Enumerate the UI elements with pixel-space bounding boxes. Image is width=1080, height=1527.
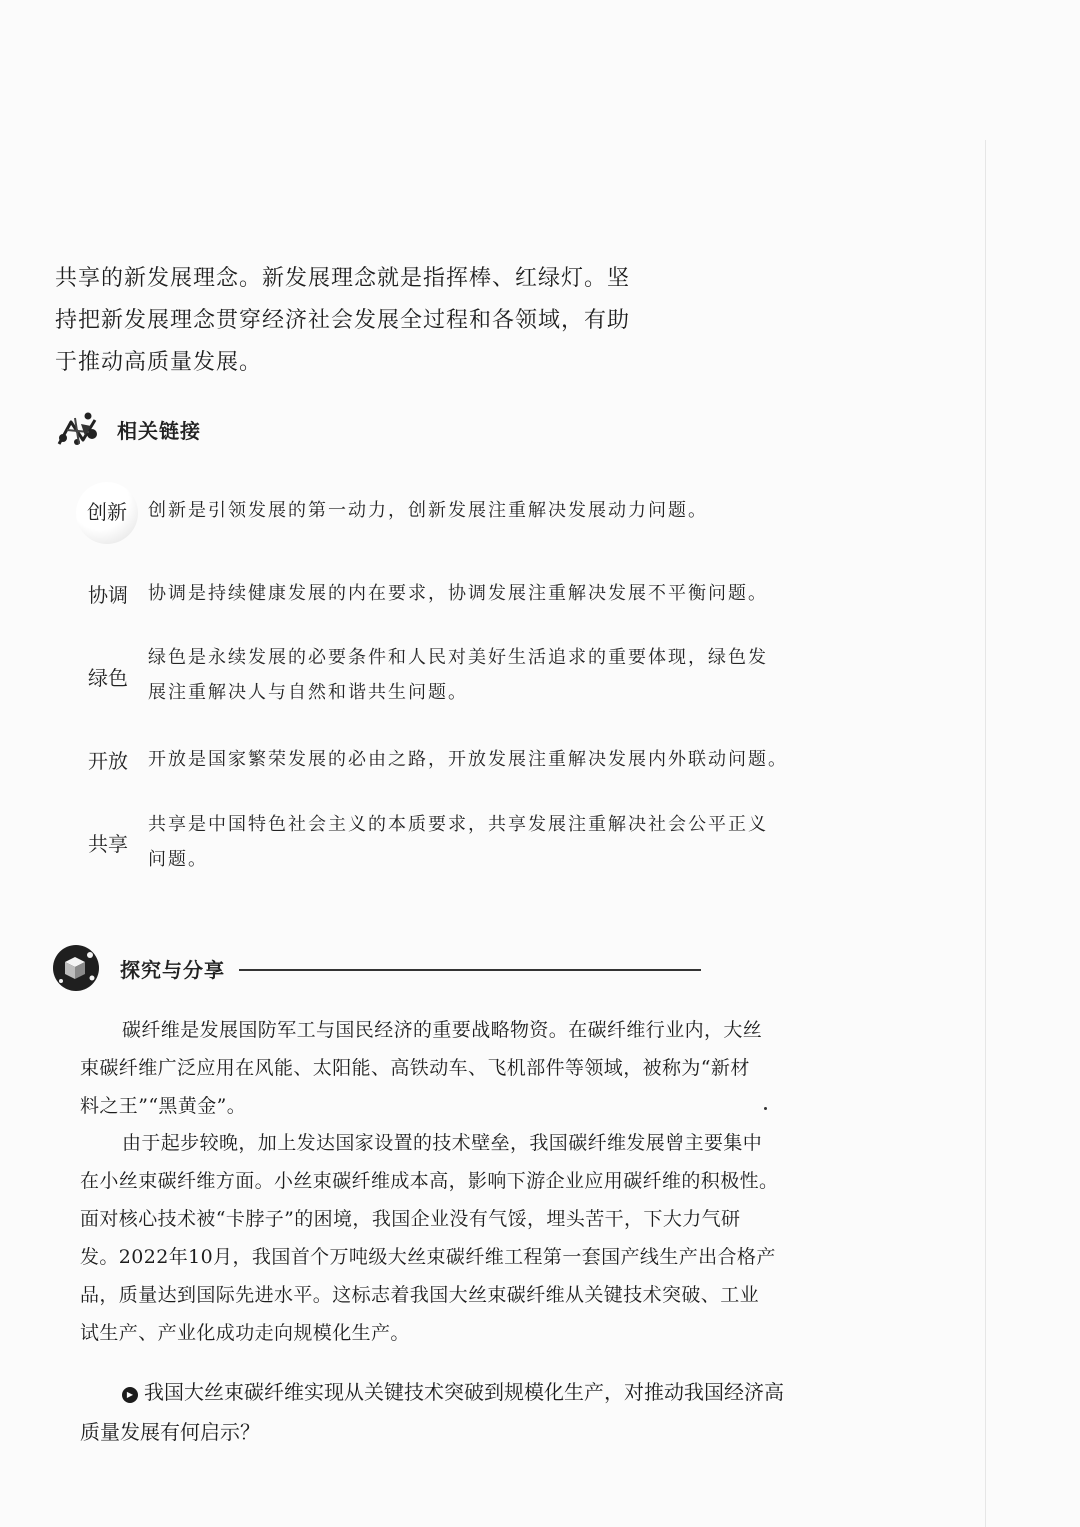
concept-description xyxy=(148,742,848,777)
concept-line: 共享是中国特色社会主义的本质要求，共享发展注重解决社会公平正义 xyxy=(148,814,768,835)
concept-description xyxy=(148,576,848,611)
paragraph-line: 面对核心技术被“卡脖子”的困境，我国企业没有气馁，埋头苦干，下大力气研 xyxy=(80,1208,741,1230)
print-speck xyxy=(764,1107,767,1110)
concept-description xyxy=(148,807,848,877)
related-links-title: 相关链接 xyxy=(117,418,201,443)
concept-term: 开放 xyxy=(88,749,128,773)
paragraph-line: 由于起步较晚，加上发达国家设置的技术壁垒，我国碳纤维发展曾主要集中 xyxy=(122,1132,763,1154)
intro-line: 于推动高质量发展。 xyxy=(55,350,263,375)
paragraph-line: 料之王”“黑黄金”。 xyxy=(80,1095,247,1117)
question-line xyxy=(80,1372,840,1412)
intro-line: 持把新发展理念贯穿经济社会发展全过程和各领域，有助 xyxy=(55,308,631,333)
section-divider xyxy=(239,969,701,971)
concept-term: 共享 xyxy=(88,832,128,856)
concept-line: 协调是持续健康发展的内在要求，协调发展注重解决发展不平衡问题。 xyxy=(148,583,768,604)
paragraph-line: 碳纤维是发展国防军工与国民经济的重要战略物资。在碳纤维行业内，大丝 xyxy=(122,1019,763,1041)
concept-term: 绿色 xyxy=(88,666,128,690)
concept-term: 创新 xyxy=(76,482,138,544)
paragraph-line: 在小丝束碳纤维方面。小丝束碳纤维成本高，影响下游企业应用碳纤维的积极性。 xyxy=(80,1170,779,1192)
explore-share-title: 探究与分享 xyxy=(120,957,225,982)
intro-line: 共享的新发展理念。新发展理念就是指挥棒、红绿灯。坚 xyxy=(55,266,631,291)
explore-paragraph-2 xyxy=(80,1124,840,1352)
play-marker-icon: ▶ xyxy=(122,1387,138,1403)
concept-line: 绿色是永续发展的必要条件和人民对美好生活追求的重要体现，绿色发 xyxy=(148,647,768,668)
explore-icon xyxy=(52,944,100,992)
explore-share-header xyxy=(52,944,701,992)
paragraph-line: 品，质量达到国际先进水平。这标志着我国大丝束碳纤维从关键技术突破、工业 xyxy=(80,1284,760,1306)
concept-description xyxy=(148,493,848,528)
concept-line: 问题。 xyxy=(148,849,208,870)
page-edge xyxy=(985,140,986,1527)
question-text: 我国大丝束碳纤维实现从关键技术突破到规模化生产，对推动我国经济高 xyxy=(144,1380,784,1404)
paragraph-line: 试生产、产业化成功走向规模化生产。 xyxy=(80,1322,410,1344)
concept-line: 展注重解决人与自然和谐共生问题。 xyxy=(148,682,468,703)
discussion-question xyxy=(80,1372,840,1452)
explore-paragraph-1 xyxy=(80,1011,840,1125)
concept-term: 协调 xyxy=(88,583,128,607)
intro-paragraph xyxy=(55,258,675,384)
connection-icon xyxy=(55,410,101,448)
concept-description xyxy=(148,640,848,710)
paragraph-line: 束碳纤维广泛应用在风能、太阳能、高铁动车、飞机部件等领域，被称为“新材 xyxy=(80,1057,750,1079)
concept-line: 创新是引领发展的第一动力，创新发展注重解决发展动力问题。 xyxy=(148,500,708,521)
related-links-header xyxy=(55,410,201,448)
question-line: 质量发展有何启示？ xyxy=(80,1420,260,1444)
concept-line: 开放是国家繁荣发展的必由之路，开放发展注重解决发展内外联动问题。 xyxy=(148,749,788,770)
paragraph-line: 发。2022年10月，我国首个万吨级大丝束碳纤维工程第一套国产线生产出合格产 xyxy=(80,1246,776,1268)
